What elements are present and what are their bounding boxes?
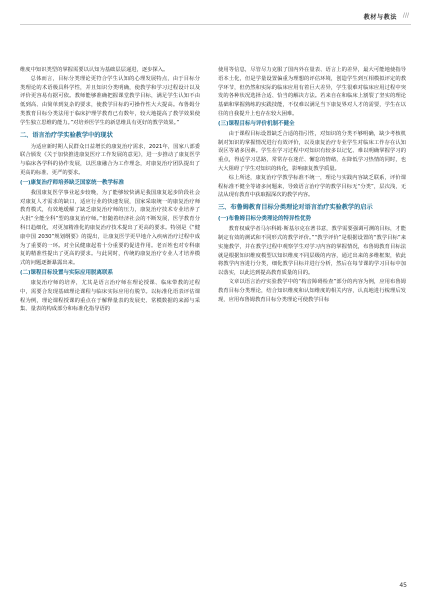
left-column (20, 66, 200, 314)
journal-section-title: 教材与教法 (363, 14, 397, 21)
paragraph: 维度中知识类型的掌握需要以认知为基础层层递进，逐步探入。 (20, 67, 169, 73)
header-decoration: /// (402, 12, 409, 19)
subsection-heading: (三)课程目标与评价机制不健全 (218, 120, 295, 127)
paragraph: 由于课程目标设置缺乏合适的指引性，对知识的分类不够明确，缺少考核机制对知识的掌握情况进行有效评价，以及康复治疗专业学生对临床工作存在认知误区等诸多因素。学生在学习过程中对知识有较多以记忆、难以明确掌握学习的重点，得适学习思路，常常存在迷茫、懈怠的情绪，在降低学习热情的同时，也大大阻碍了学生对知识的转化，影响康复教学质量。 (218, 130, 406, 172)
header-rule (20, 24, 411, 25)
subsection-heading: (二)课程目标设置与实际应用脱离联系 (20, 269, 114, 276)
page-number: 45 (399, 582, 407, 589)
right-column (218, 66, 406, 304)
section-heading: 二、语言治疗学实验教学中的现状 (20, 131, 113, 139)
paragraph: 文章以语言治疗实验教学中的“构音障碍检查”部分的内容为例，应用布鲁姆教育目标分类理论，结合知识维度和认知维度的相关内容，认真地进行梳理后发现，应用布鲁姆教育目标分类理论可使教学目标 (218, 278, 406, 303)
paragraph: 康复治疗师的培养，尤其是语言治疗师在理论授课、临床带教的过程中，需要合发现基础理论课程与临床实际应用有脱节。以标准化语表评估课程为例，理论课程授课的重点在于解释量表的发展史、常模数据的来源与采集、量表的构成部分和标准化指导语的 (20, 279, 200, 313)
section-heading: 三、布鲁姆教育目标分类理论对语言治疗实验教学的启示 (218, 204, 373, 212)
subsection-heading: (一)布鲁姆目标分类理论的特异性优势 (218, 216, 312, 223)
paragraph: 使用等信息，尽管尽力克服了国内外在量表、语言上的差异，最大可能地使指导语本土化，但是学量设置偏重为理想的评估环境，创造学生到互相模拟评定的教学环节，但仍然和实际的临床应用有着巨大差异，学生很难对临床应用过程中突发的各种状况选择合适、恰当的解决方法。若来自在和临床上割裂了坚实的理论基础和掌握熟练的实践技能，不仅难以满足当下康复界对人才的需要，学生在以往的自我提升上也存在较大困难。 (218, 67, 406, 117)
paragraph: 为适应新时期人民群众日益增长的康复治疗需求，2021年，国家八部委联合颁发《关于加快推进康复医疗工作发展的意见》，进一步推动了康复医学与临床各学科的协作发展，以医康融合为工作理念，对康复治疗团队提出了更高的标准、更严的要求。 (20, 143, 200, 176)
paragraph: 综上所述，康复治疗学教学标准不统一，理论与实践内容缺乏联系，评价课程标准不健全等诸多问题来，导致语言治疗学的教学目标无“分类”，层次浅，无法从现有教育中获取掘深次的教学内容。 (218, 174, 406, 199)
paragraph: 我国康复医学事业起步较晚，为了能够较快满足我国康复起步阶段社会对康复人才需求的缺口，适应行业的快速发展，国家采取统一的康复治疗师教育模式，有效地缓解了缺乏康复治疗师的压力，康复治疗技术专业培养了大批“全能全科”型的康复治疗师。”但随着经济社会的不断发展，医学教育分科日趋细化，对更加精准化的康复治疗技术提出了更高的要求。特别是《“健康中国 2030”规划纲要》的提出，让康复医学更早地介入疾病治疗过程中成为了重要的一环。对全民健康起着十分重要的促进作用。老百姓也对专科康复的精准性提出了更高的要求。与此同时，传统的康复治疗专业人才培养模式的问题逐渐暴露出来。 (20, 189, 200, 267)
paragraph: 教育权威学者马尔科姆·斯基尔克在著书意，教学需要强调可测的目标，才能制定有效的测试和不同形式的教学评价。”“教学评价”是根据设置的“教学目标”来实施教学，并在教学过程中观察学生对学习内容的掌握情况，布鲁姆教育目标法就是根据知识维度模型以知识维度不同层级的内容，通过出来的多维框架，依此将教学内容进行分类，细化教学目标并进行分析，然后在每节课的学习目标中加以落实，以此达到提高教育质量的目的。 (218, 226, 406, 277)
paragraph: 总体而言，目标分类理论更符合学生认知的心理发展特点，由于目标分类理论的术语极具科学性，并且知识分类明确，使教学和学习过程设计以及评价更容易有据可依。教师能够准确把握课堂教学目标，满足学生认知不由低到高、由简单到复杂的要求，使教学目标的可操作性大大提高。布鲁姆分类教育目标分类法用于临床护理学教育已有数年，较大地提高了教学效果使学生独立思维的能力。”对培养医学生的新思维具有更好的教学效果。” (20, 75, 200, 126)
subsection-heading: (一)康复治疗师培养缺乏国家统一教学标准 (20, 179, 125, 186)
